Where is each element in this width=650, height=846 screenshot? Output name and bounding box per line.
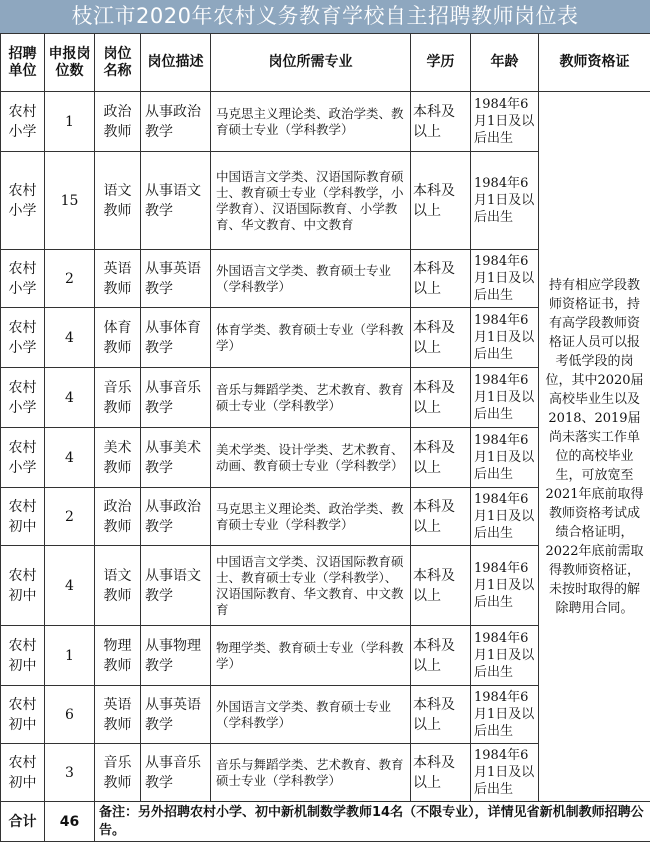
description-cell: 从事美术教学 (141, 428, 211, 488)
position-cell: 语文教师 (95, 546, 141, 626)
header-age: 年龄 (471, 34, 539, 92)
majors-cell: 马克思主义理论类、政治学类、教育硕士专业（学科教学） (211, 92, 411, 152)
unit-cell: 农村小学 (1, 92, 45, 152)
unit-cell: 农村小学 (1, 428, 45, 488)
unit-cell: 农村初中 (1, 546, 45, 626)
majors-cell: 外国语言文学类、教育硕士专业（学科教学） (211, 686, 411, 744)
position-cell: 英语教师 (95, 250, 141, 308)
description-cell: 从事物理教学 (141, 626, 211, 686)
table-header-row (1, 34, 650, 92)
description-cell: 从事语文教学 (141, 152, 211, 250)
header-education: 学历 (411, 34, 471, 92)
majors-cell: 音乐与舞蹈学类、艺术教育、教育硕士专业（学科教学） (211, 744, 411, 802)
count-cell: 2 (45, 250, 95, 308)
position-cell: 物理教师 (95, 626, 141, 686)
header-unit: 招聘单位 (1, 34, 45, 92)
position-cell: 政治教师 (95, 92, 141, 152)
age-cell: 1984年6月1日及以后出生 (471, 626, 539, 686)
majors-cell: 外国语言文学类、教育硕士专业（学科教学） (211, 250, 411, 308)
unit-cell: 农村初中 (1, 686, 45, 744)
description-cell: 从事音乐教学 (141, 744, 211, 802)
education-cell: 本科及以上 (411, 546, 471, 626)
positions-table (0, 33, 650, 842)
education-cell: 本科及以上 (411, 308, 471, 368)
position-cell: 体育教师 (95, 308, 141, 368)
count-cell: 2 (45, 488, 95, 546)
count-cell: 1 (45, 92, 95, 152)
header-description: 岗位描述 (141, 34, 211, 92)
unit-cell: 农村小学 (1, 368, 45, 428)
position-cell: 英语教师 (95, 686, 141, 744)
unit-cell: 农村小学 (1, 250, 45, 308)
position-cell: 语文教师 (95, 152, 141, 250)
header-count: 申报岗位数 (45, 34, 95, 92)
age-cell: 1984年6月1日及以后出生 (471, 428, 539, 488)
majors-cell: 美术学类、设计学类、艺术教育、动画、教育硕士专业（学科教学） (211, 428, 411, 488)
count-cell: 4 (45, 368, 95, 428)
table-row (1, 92, 650, 152)
majors-cell: 马克思主义理论类、政治学类、教育硕士专业（学科教学） (211, 488, 411, 546)
count-cell: 6 (45, 686, 95, 744)
majors-cell: 中国语言文学类、汉语国际教育硕士、教育硕士专业（学科教学，小学教育）、汉语国际教育、小学教育、华文教育、中文教育 (211, 152, 411, 250)
majors-cell: 物理学类、教育硕士专业（学科教学） (211, 626, 411, 686)
description-cell: 从事语文教学 (141, 546, 211, 626)
education-cell: 本科及以上 (411, 744, 471, 802)
total-count: 46 (45, 802, 95, 842)
age-cell: 1984年6月1日及以后出生 (471, 92, 539, 152)
education-cell: 本科及以上 (411, 92, 471, 152)
description-cell: 从事体育教学 (141, 308, 211, 368)
header-majors: 岗位所需专业 (211, 34, 411, 92)
age-cell: 1984年6月1日及以后出生 (471, 308, 539, 368)
age-cell: 1984年6月1日及以后出生 (471, 152, 539, 250)
description-cell: 从事英语教学 (141, 250, 211, 308)
description-cell: 从事政治教学 (141, 92, 211, 152)
count-cell: 4 (45, 428, 95, 488)
age-cell: 1984年6月1日及以后出生 (471, 250, 539, 308)
qualification-cell: 持有相应学段教师资格证书，持有高学段教师资格证人员可以报考低学段的岗位，其中2020届高校毕业生以及2018、2019届尚未落实工作单位的高校毕业生，可放宽至2021年底前取得教师资格考试成绩合格证明，2022年底前需取得教师资格证，未按时取得的解除聘用合同。 (539, 92, 650, 802)
count-cell: 4 (45, 308, 95, 368)
unit-cell: 农村小学 (1, 152, 45, 250)
header-qualification: 教师资格证 (539, 34, 650, 92)
unit-cell: 农村初中 (1, 744, 45, 802)
position-cell: 音乐教师 (95, 744, 141, 802)
majors-cell: 中国语言文学类、汉语国际教育硕士、教育硕士专业（学科教学）、汉语国际教育、华文教育、中文教育 (211, 546, 411, 626)
age-cell: 1984年6月1日及以后出生 (471, 488, 539, 546)
education-cell: 本科及以上 (411, 626, 471, 686)
header-position: 岗位名称 (95, 34, 141, 92)
unit-cell: 农村初中 (1, 626, 45, 686)
unit-cell: 农村初中 (1, 488, 45, 546)
position-cell: 政治教师 (95, 488, 141, 546)
total-note: 备注：另外招聘农村小学、初中新机制数学教师14名（不限专业），详情见省新机制教师招聘公告。 (95, 802, 650, 842)
majors-cell: 音乐与舞蹈学类、艺术教育、教育硕士专业（学科教学） (211, 368, 411, 428)
age-cell: 1984年6月1日及以后出生 (471, 368, 539, 428)
position-cell: 音乐教师 (95, 368, 141, 428)
count-cell: 4 (45, 546, 95, 626)
education-cell: 本科及以上 (411, 152, 471, 250)
total-label: 合计 (1, 802, 45, 842)
description-cell: 从事音乐教学 (141, 368, 211, 428)
description-cell: 从事政治教学 (141, 488, 211, 546)
count-cell: 1 (45, 626, 95, 686)
age-cell: 1984年6月1日及以后出生 (471, 686, 539, 744)
education-cell: 本科及以上 (411, 428, 471, 488)
education-cell: 本科及以上 (411, 488, 471, 546)
majors-cell: 体育学类、教育硕士专业（学科教学） (211, 308, 411, 368)
description-cell: 从事英语教学 (141, 686, 211, 744)
page-title: 枝江市2020年农村义务教育学校自主招聘教师岗位表 (0, 0, 650, 33)
age-cell: 1984年6月1日及以后出生 (471, 546, 539, 626)
count-cell: 3 (45, 744, 95, 802)
total-row (1, 802, 650, 842)
education-cell: 本科及以上 (411, 368, 471, 428)
unit-cell: 农村小学 (1, 308, 45, 368)
education-cell: 本科及以上 (411, 250, 471, 308)
count-cell: 15 (45, 152, 95, 250)
age-cell: 1984年6月1日及以后出生 (471, 744, 539, 802)
position-cell: 美术教师 (95, 428, 141, 488)
education-cell: 本科及以上 (411, 686, 471, 744)
